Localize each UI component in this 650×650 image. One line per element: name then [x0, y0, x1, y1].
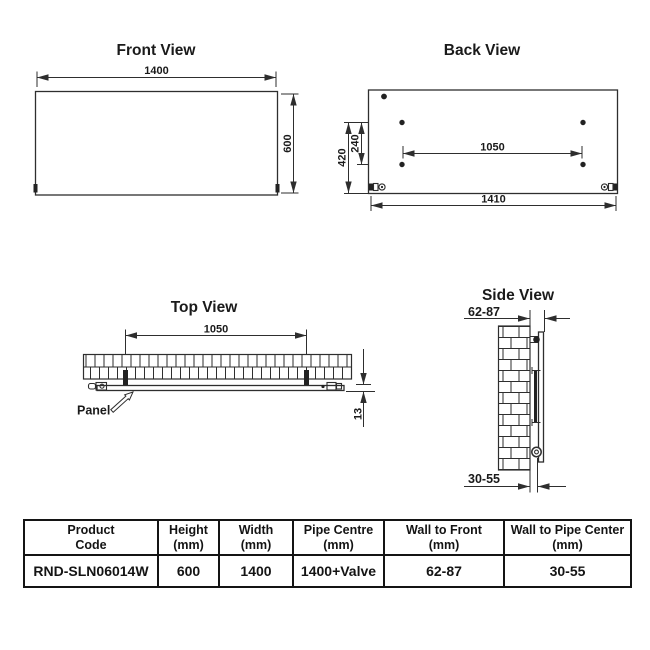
- header-line: (mm): [240, 537, 272, 552]
- wall-to-pipe-value: 30-55: [468, 472, 500, 486]
- header-line: Wall to Front: [406, 522, 482, 537]
- back-1410-dimension: [371, 194, 616, 212]
- brick-wall: [499, 326, 531, 470]
- header-line: Pipe Centre: [303, 522, 374, 537]
- side-view: [464, 287, 570, 493]
- front-view: [34, 42, 299, 195]
- radiator-panel-side: [539, 332, 544, 462]
- wall-bracket-right: [304, 370, 309, 387]
- screw-head: [533, 336, 540, 343]
- front-view-title: Front View: [116, 42, 196, 59]
- header-line: (mm): [552, 537, 583, 552]
- col-width: [219, 520, 293, 555]
- radiator-front-panel: [36, 92, 278, 196]
- width-value: 1400: [219, 555, 293, 587]
- height-value: 600: [158, 555, 219, 587]
- pipe-connection: [532, 447, 541, 456]
- top-view: [77, 299, 375, 427]
- bleed-hole-dot: [381, 94, 387, 100]
- back-view-title: Back View: [443, 42, 521, 59]
- back-240-dimension: [350, 123, 362, 165]
- header-line: Height: [169, 522, 208, 537]
- top-13-value: 13: [352, 407, 365, 421]
- top-bracket-screw: [530, 336, 540, 343]
- product-code-value: RND-SLN06014W: [24, 555, 158, 587]
- panel-label: Panel: [77, 403, 111, 418]
- col-pipe-centre: [293, 520, 384, 555]
- col-product-code: [24, 520, 158, 555]
- header-line: (mm): [173, 537, 204, 552]
- front-height-value: 600: [282, 134, 294, 153]
- mounting-hole-dot: [580, 120, 585, 125]
- wall-to-front-value: 62-87: [384, 555, 504, 587]
- wall-bracket-left: [123, 370, 128, 387]
- back-420-dimension: [337, 123, 349, 194]
- mounting-hole-dot: [399, 162, 404, 167]
- radiator-panel-plan: [97, 386, 344, 391]
- header-line: Wall to Pipe Center: [510, 522, 625, 537]
- mounting-hole-dot: [580, 162, 585, 167]
- foot-mark-left: [34, 184, 38, 193]
- header-line: (mm): [323, 537, 354, 552]
- back-1410-value: 1410: [481, 193, 506, 206]
- front-height-dimension: [281, 94, 299, 193]
- pipe-centre-value: 1400+Valve: [293, 555, 384, 587]
- side-view-title: Side View: [481, 287, 555, 304]
- header-line: Code: [75, 537, 107, 552]
- top-view-title: Top View: [170, 299, 238, 316]
- wall-to-pipe-center-value: 30-55: [504, 555, 631, 587]
- back-view: [337, 42, 618, 211]
- col-height: [158, 520, 219, 555]
- spec-table: [23, 519, 632, 588]
- spec-table-header-row: [24, 520, 631, 555]
- header-line: Width: [238, 522, 274, 537]
- front-width-value: 1400: [144, 65, 169, 77]
- top-1050-value: 1050: [203, 323, 229, 336]
- col-wall-to-front: [384, 520, 504, 555]
- back-240-value: 240: [349, 134, 362, 153]
- foot-mark-right: [276, 184, 280, 193]
- col-wall-to-pipe-center: [504, 520, 631, 555]
- wall-to-front-value: 62-87: [468, 305, 500, 319]
- header-line: Product: [67, 522, 115, 537]
- header-line: (mm): [428, 537, 460, 552]
- mounting-hole-dot: [399, 120, 404, 125]
- panel-callout-arrow: [111, 392, 133, 412]
- spec-table-data-row: [24, 555, 631, 587]
- back-420-value: 420: [336, 148, 349, 167]
- back-1050-value: 1050: [480, 141, 505, 154]
- front-width-dimension: [37, 65, 276, 87]
